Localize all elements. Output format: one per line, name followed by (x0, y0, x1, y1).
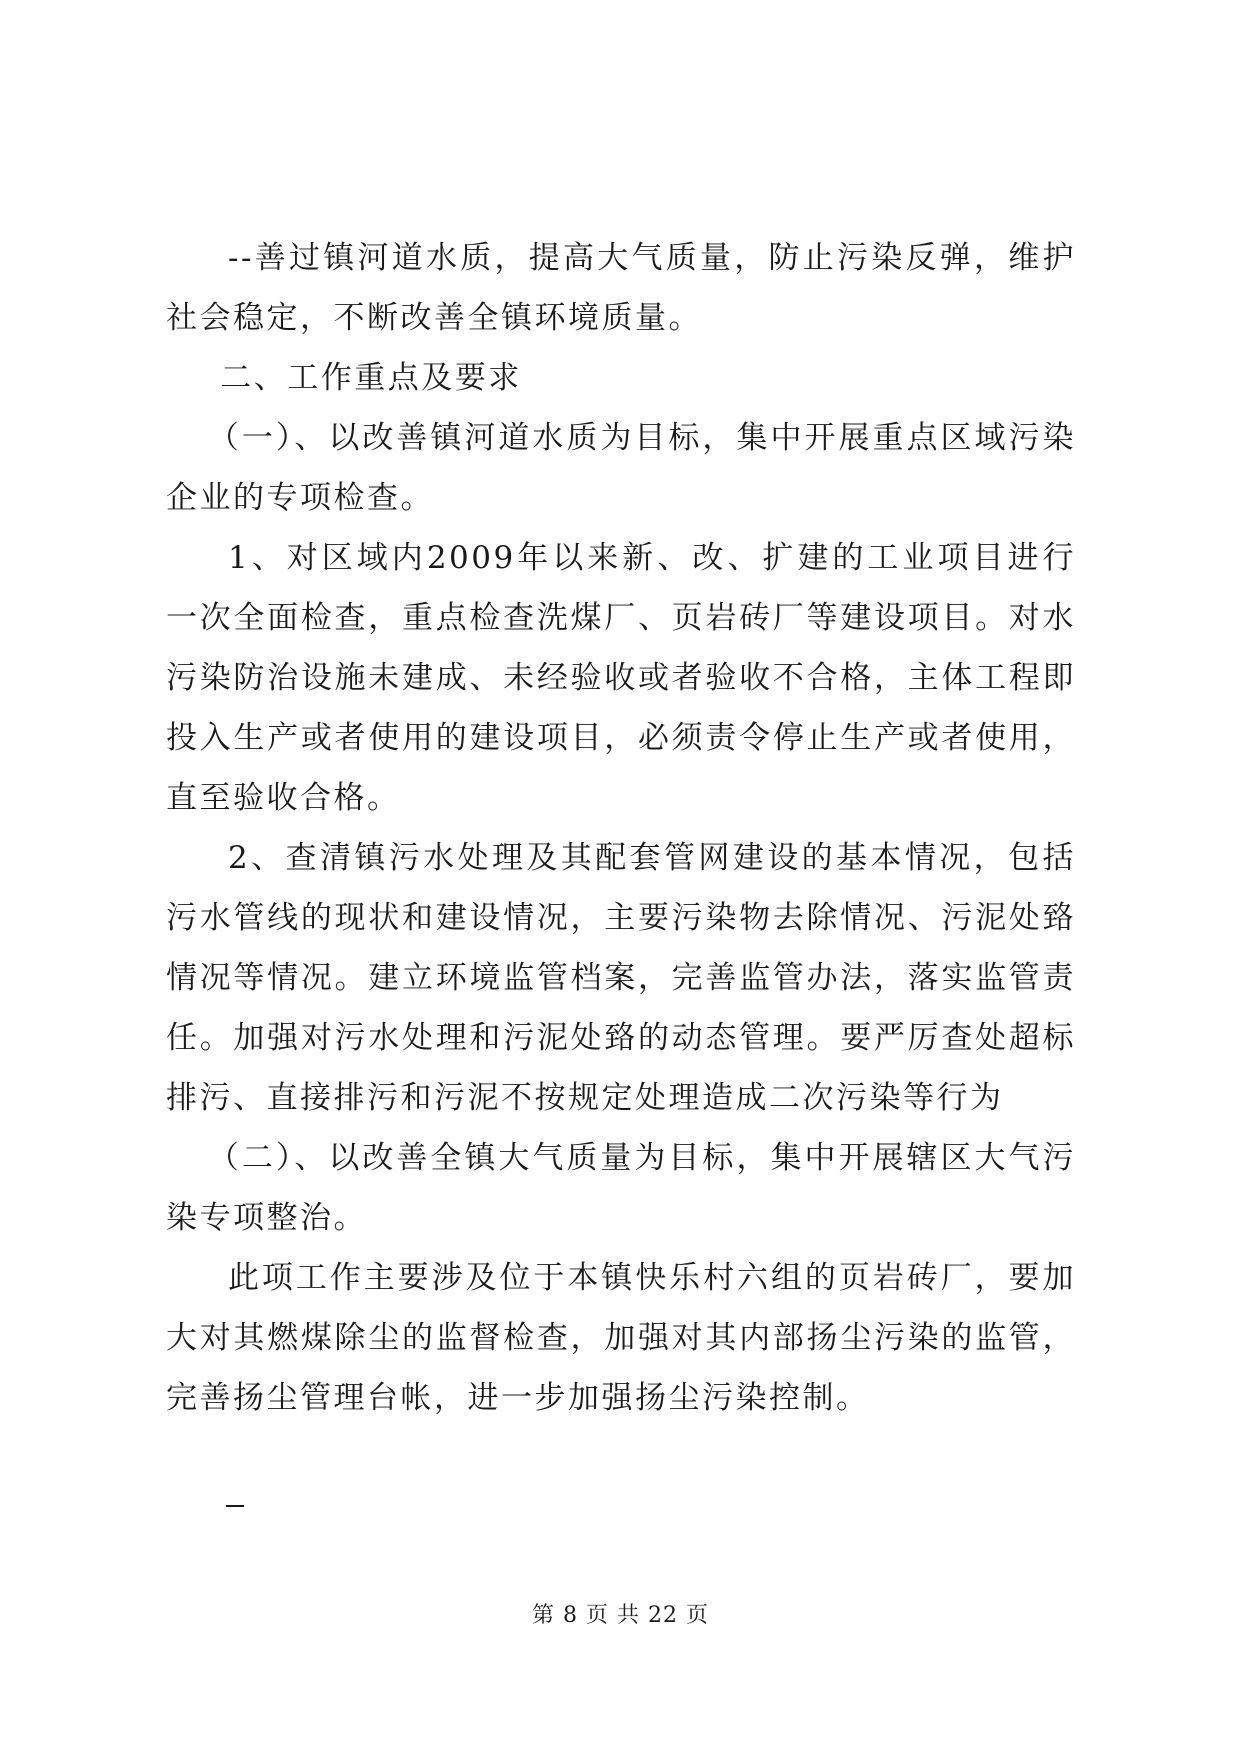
paragraph-intro: --善过镇河道水质，提高大气质量，防止污染反弹，维护社会稳定，不断改善全镇环境质量。 (166, 240, 1076, 336)
page-footer: 第 8 页 共 22 页 (532, 1603, 709, 1628)
paragraph-item-1: 1、对区域内2009年以来新、改、扩建的工业项目进行一次全面检查，重点检查洗煤厂、页岩砖厂等建设项目。对水污染防治设施未建成、未经验收或者验收不合格，主体工程即投入生产或者使用的建设项目，必须责令停止生产或者使用，直至验收合格。 (166, 540, 1076, 816)
dash-mark (226, 1505, 244, 1507)
subsection-heading-2: （二）、以改善全镇大气质量为目标，集中开展辖区大气污染专项整治。 (166, 1140, 1076, 1236)
subsection-heading-1: （一）、以改善镇河道水质为目标，集中开展重点区域污染企业的专项检查。 (166, 420, 1076, 516)
paragraph-air-quality: 此项工作主要涉及位于本镇快乐村六组的页岩砖厂，要加大对其燃煤除尘的监督检查，加强对其内部扬尘污染的监管，完善扬尘管理台帐，进一步加强扬尘污染控制。 (166, 1260, 1076, 1416)
paragraph-item-2: 2、查清镇污水处理及其配套管网建设的基本情况，包括污水管线的现状和建设情况，主要污染物去除情况、污泥处臵情况等情况。建立环境监管档案，完善监管办法，落实监管责任。加强对污水处理和污泥处臵的动态管理。要严厉查处超标排污、直接排污和污泥不按规定处理造成二次污染等行为 (166, 840, 1076, 1116)
section-heading: 二、工作重点及要求 (220, 360, 522, 396)
body-text (166, 228, 1076, 1428)
